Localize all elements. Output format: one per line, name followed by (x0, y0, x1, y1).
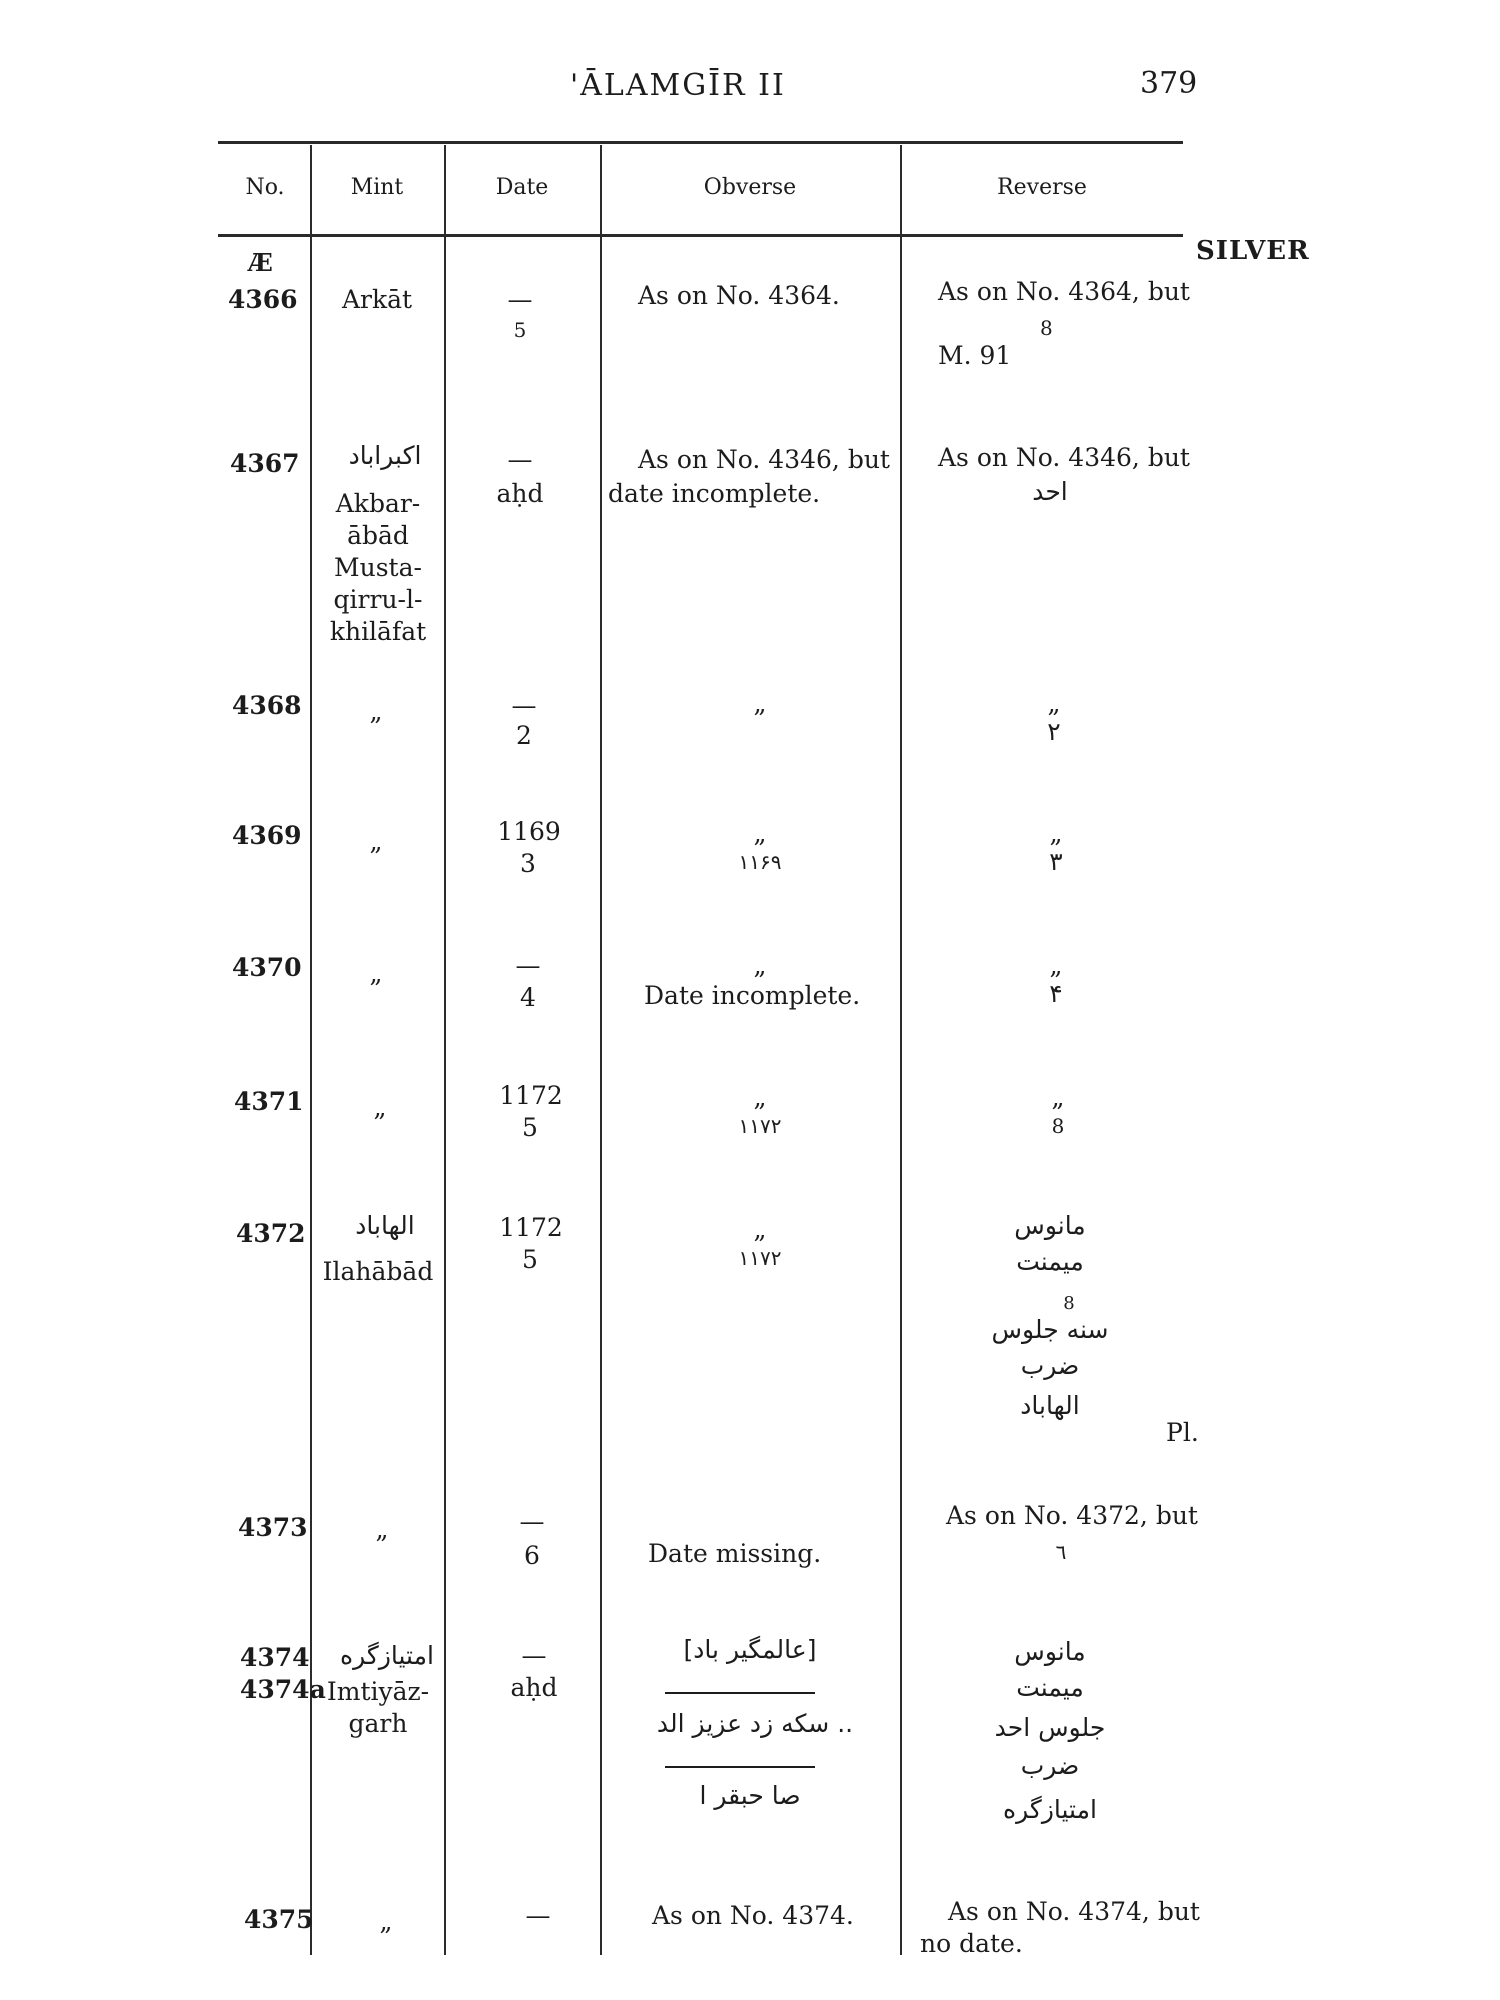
reverse-text-arabic: جلوس احد (994, 1713, 1106, 1742)
obverse-ditto: „ (753, 689, 767, 718)
catalog-number: 4375 (244, 1905, 314, 1934)
catalog-number: 4373 (238, 1513, 308, 1542)
date-regnal: 5 (522, 1245, 538, 1274)
catalog-number: 4367 (230, 449, 300, 478)
mint-name: Ilahābād (322, 1257, 434, 1286)
column-header-obverse: Obverse (703, 175, 797, 200)
mint-ditto: „ (379, 1907, 393, 1936)
mint-ditto: „ (369, 959, 383, 988)
metal-symbol: Æ (248, 248, 273, 277)
mint-name-arabic: اکبراباد (348, 441, 422, 470)
mint-ditto: „ (369, 827, 383, 856)
obverse-text: As on No. 4346, but (638, 445, 890, 474)
obverse-ditto: „ (753, 1083, 767, 1112)
reverse-text-arabic: ۳ (1049, 847, 1063, 876)
reverse-text-arabic: میمنت (1016, 1247, 1084, 1276)
plate-reference: Pl. (1166, 1418, 1199, 1447)
date-ah: — (519, 1507, 545, 1536)
date-regnal: 2 (516, 721, 532, 750)
catalog-number: 4372 (236, 1219, 306, 1248)
catalog-number: 4370 (232, 953, 302, 982)
reverse-text-arabic: ضرب (1020, 1751, 1080, 1780)
date-ah: — (507, 285, 533, 314)
reverse-text-arabic: ٦ (1055, 1540, 1067, 1564)
date-regnal: 6 (524, 1541, 540, 1570)
reverse-text: 8 (1051, 1114, 1065, 1138)
date-regnal: 3 (520, 849, 536, 878)
reverse-text: M. 91 (938, 341, 1012, 370)
obverse-text-arabic: [عالمگیر باد] (683, 1635, 817, 1664)
reverse-text: As on No. 4364, but (938, 277, 1190, 306)
date-ah: — (511, 691, 537, 720)
table-top-rule (218, 141, 1183, 144)
page-header-title: 'ĀLAMGĪR II (570, 68, 786, 103)
obverse-ditto: „ (753, 951, 767, 980)
reverse-ditto: „ (1051, 1083, 1065, 1112)
obverse-text: As on No. 4374. (652, 1901, 854, 1930)
mint-name: ābād (347, 521, 409, 550)
obverse-ditto: „ (753, 819, 767, 848)
date-regnal: aḥd (510, 1673, 558, 1702)
obverse-text: As on No. 4364. (638, 281, 840, 310)
obverse-date-arabic: ۱۱۶۹ (738, 850, 782, 874)
table-header-rule (218, 234, 1183, 237)
reverse-text: As on No. 4346, but (938, 443, 1190, 472)
reverse-text-arabic: ۴ (1049, 979, 1063, 1008)
obverse-date-arabic: ۱۱۷۲ (738, 1246, 782, 1270)
obverse-text-arabic: صا حبقر ا (699, 1781, 801, 1810)
date-ah: 1172 (499, 1081, 563, 1110)
mint-name: garh (348, 1709, 408, 1738)
reverse-text-arabic: ۲ (1047, 717, 1061, 746)
date-regnal: 5 (522, 1113, 538, 1142)
reverse-text-arabic: الهاباد (1020, 1391, 1080, 1420)
mint-name-arabic: الهاباد (355, 1211, 415, 1240)
date-regnal: 5 (513, 318, 527, 342)
mint-name: qirru-l- (333, 585, 423, 614)
mint-name: khilāfat (329, 617, 427, 646)
catalog-number: 4369 (232, 821, 302, 850)
column-divider (444, 145, 446, 1955)
date-ah: — (521, 1641, 547, 1670)
reverse-text: no date. (920, 1929, 1023, 1958)
reverse-text-arabic: احد (1032, 477, 1068, 506)
reverse-ditto: „ (1049, 819, 1063, 848)
obverse-text: Date incomplete. (644, 981, 861, 1010)
column-header-no: No. (245, 175, 285, 200)
mint-ditto: „ (375, 1515, 389, 1544)
column-divider (600, 145, 602, 1955)
column-header-reverse: Reverse (997, 175, 1087, 200)
reverse-text-arabic: امتیازگره (1003, 1795, 1097, 1824)
date-regnal: aḥd (496, 479, 544, 508)
mint-name: Musta- (334, 553, 422, 582)
reverse-text-arabic: میمنت (1016, 1673, 1084, 1702)
catalog-number: 4366 (228, 285, 298, 314)
reverse-text-arabic: مانوس (1014, 1211, 1086, 1240)
column-header-date: Date (495, 175, 549, 200)
mint-ditto: „ (369, 697, 383, 726)
reverse-text: 8 (1063, 1293, 1075, 1314)
obverse-divider (660, 1686, 820, 1700)
obverse-divider (660, 1760, 820, 1774)
catalog-number: 4374 (240, 1643, 310, 1672)
column-header-mint: Mint (350, 175, 404, 200)
mint-name: Akbar- (335, 489, 421, 518)
mint-ditto: „ (373, 1093, 387, 1122)
date-ah: 1172 (499, 1213, 563, 1242)
date-regnal: 4 (520, 983, 536, 1012)
date-ah: — (525, 1901, 551, 1930)
obverse-text-arabic: .. سکه زد عزیز الد (656, 1709, 854, 1738)
reverse-text: As on No. 4374, but (948, 1897, 1200, 1926)
mint-name-arabic: امتیازگره (340, 1641, 434, 1670)
catalog-number: 4371 (234, 1087, 304, 1116)
reverse-ditto: „ (1049, 951, 1063, 980)
obverse-text: date incomplete. (608, 479, 821, 508)
column-divider (900, 145, 902, 1955)
reverse-text-arabic: ضرب (1020, 1351, 1080, 1380)
obverse-text: Date missing. (648, 1539, 822, 1568)
date-ah: 1169 (497, 817, 561, 846)
date-ah: — (515, 951, 541, 980)
mint-name: Imtiyāz- (326, 1677, 430, 1706)
obverse-date-arabic: ۱۱۷۲ (738, 1114, 782, 1138)
reverse-text-arabic: سنه جلوس (991, 1315, 1109, 1344)
mint-name: Arkāt (342, 285, 413, 314)
date-ah: — (507, 445, 533, 474)
reverse-text: As on No. 4372, but (946, 1501, 1198, 1530)
page-number: 379 (1140, 66, 1198, 101)
obverse-ditto: „ (753, 1215, 767, 1244)
reverse-text: 8 (1040, 316, 1053, 340)
catalog-number: 4368 (232, 691, 302, 720)
catalog-number: 4374a (240, 1675, 326, 1704)
reverse-text-arabic: مانوس (1014, 1637, 1086, 1666)
section-label: SILVER (1196, 236, 1310, 266)
reverse-ditto: „ (1047, 689, 1061, 718)
